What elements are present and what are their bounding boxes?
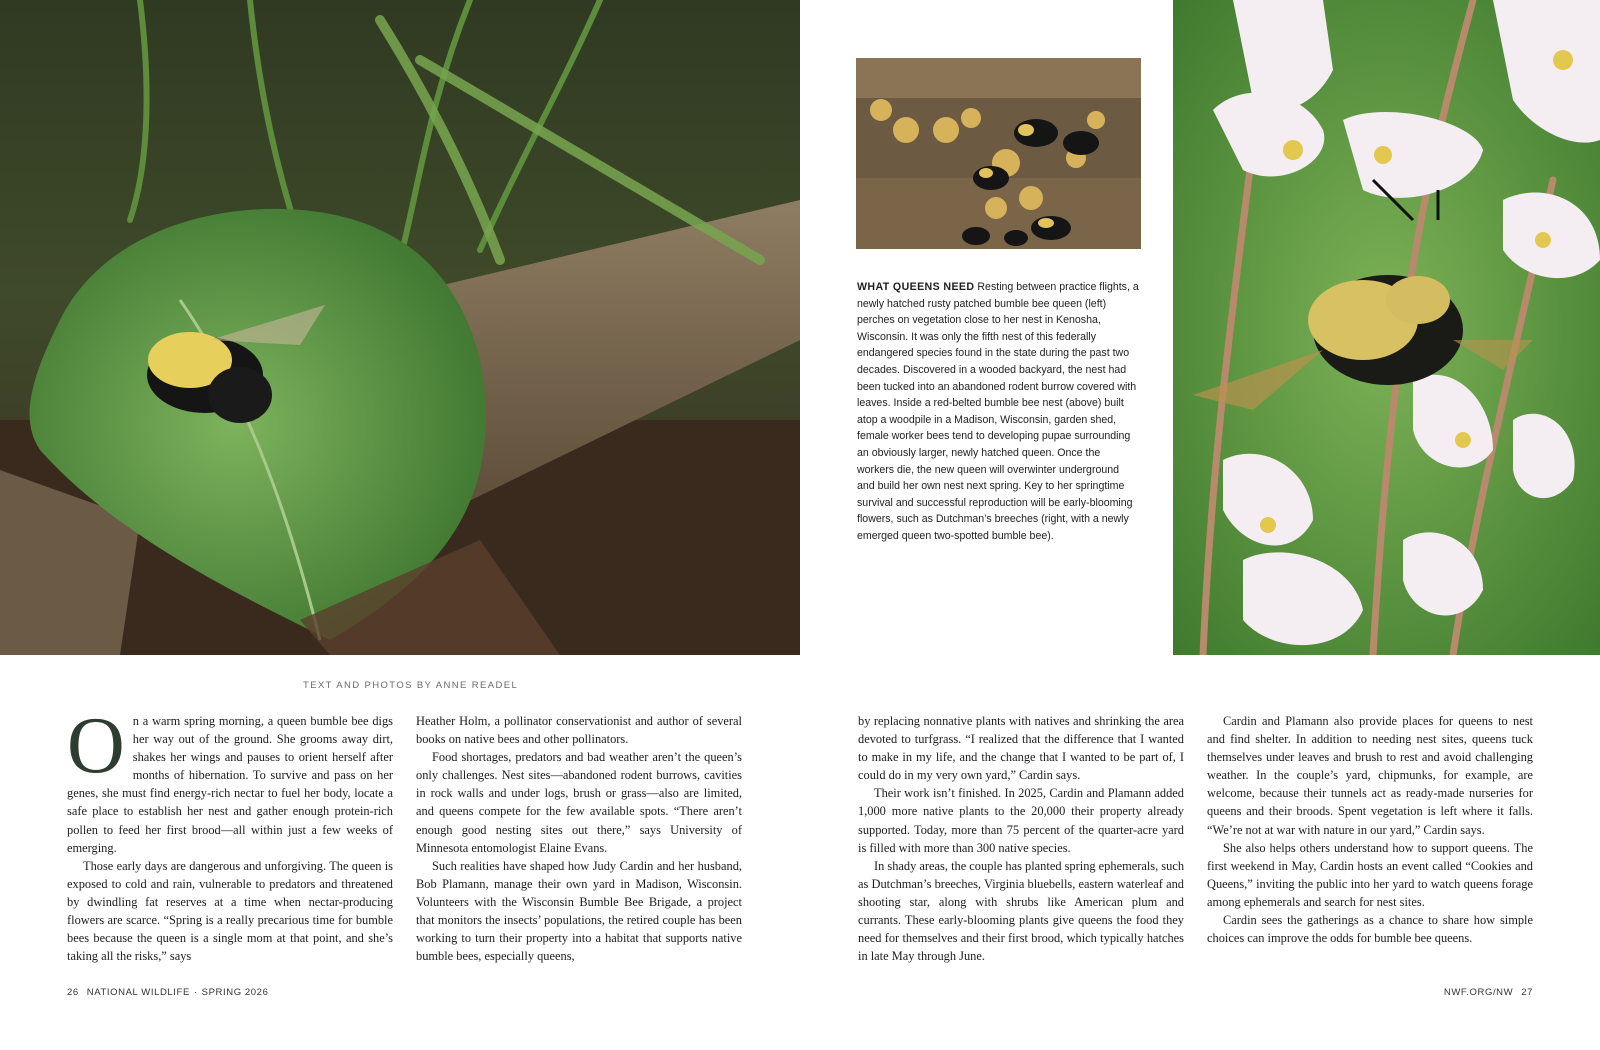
issue-date: SPRING 2026 bbox=[201, 987, 269, 998]
magazine-name: NATIONAL WILDLIFE bbox=[86, 987, 190, 998]
article-column-4 bbox=[1207, 712, 1533, 947]
paragraph: Heather Holm, a pollinator conservationist and author of several books on native bees and other pollinators. bbox=[416, 714, 742, 747]
paragraph: by replacing nonnative plants with natives and shrinking the area devoted to turfgrass. “I realized that the difference that I wanted to make in my life, and the change that I wanted to be part of, I could do in my very own yard,” Cardin says. bbox=[858, 714, 1184, 783]
website: NWF.ORG/NW bbox=[1443, 987, 1514, 998]
paragraph: Such realities have shaped how Judy Cardin and her husband, Bob Plamann, manage their own yard in Madison, Wisconsin. Volunteers with the Wisconsin Bumble Bee Brigade, a project that monitors the insects’ populations, the retired couple has been working to turn their property into a habitat that supports native bumble bees, especially queens, bbox=[416, 858, 742, 964]
paragraph: Those early days are dangerous and unforgiving. The queen is exposed to cold and rain, vulnerable to predators and threatened by dwindling fat reserves at a time when nectar-producing flowers are scarce. “Spring is a really precarious time for bumble bees because the queen is a single mom at that point, and she’s taking all the risks,” says bbox=[67, 858, 393, 964]
paragraph: Cardin and Plamann also provide places for queens to nest and find shelter. In addition to needing nest sites, queens tuck themselves under leaves and brush to rest and avoid challenging weather. In the couple’s yard, chipmunks, for example, are welcome, because their tunnels act as ready-made nurseries for queens and their broods. Spent vegetation is left where it falls. “We’re not at war with nature in our yard,” Cardin says. bbox=[1207, 714, 1533, 837]
folio-right bbox=[1444, 987, 1533, 998]
photo-bee-nest bbox=[856, 58, 1141, 249]
article-column-3 bbox=[858, 712, 1184, 965]
caption-lead: WHAT QUEENS NEED bbox=[857, 281, 975, 293]
folio-separator: · bbox=[193, 987, 198, 998]
caption-body: Resting between practice flights, a newly hatched rusty patched bumble bee queen (left) perches on vegetation close to her nest in Kenosha, Wisconsin. It was only the fifth nest of this federally endangered species found in the state during the past two decades. Discovered in a wooded backyard, the nest had been tucked into an abandoned rodent burrow covered with leaves. Inside a red-belted bumble bee nest (above) built atop a woodpile in a Madison, Wisconsin, garden shed, female worker bees tend to developing pupae surrounding an obviously larger, newly hatched queen. Once the workers die, the new queen will overwinter underground and build her own nest next spring. Key to her springtime survival and successful reproduction will be early-blooming flowers, such as Dutchman’s breeches (right, with a newly emerged queen two-spotted bumble bee). bbox=[857, 281, 1139, 542]
paragraph: n a warm spring morning, a queen bumble bee digs her way out of the ground. She grooms away dirt, shakes her wings and pauses to orient herself after months of hibernation. To survive and pass on her genes, she must find energy-rich nectar to fuel her body, locate a safe place to establish her nest and gather enough protein-rich pollen to feed her first brood—all within just a few weeks of emerging. bbox=[67, 714, 393, 855]
page-number-right: 27 bbox=[1521, 987, 1533, 998]
paragraph: In shady areas, the couple has planted spring ephemerals, such as Dutchman’s breeches, Virginia bluebells, eastern waterleaf and shooting star, along with shrubs like American plum and currants. These early-blooming plants give queens the food they need for themselves and their first brood, which typically hatches in late May through June. bbox=[858, 858, 1185, 964]
paragraph: Food shortages, predators and bad weather aren’t the queen’s only challenges. Nest sites—abandoned rodent burrows, cavities in rock walls and under logs, brush or grass—also are limited, and queens compete for the few available spots. “There aren’t enough good nesting sites out there,” says University of Minnesota entomologist Elaine Evans. bbox=[416, 750, 742, 855]
article-column-2 bbox=[416, 712, 742, 965]
drop-cap: O bbox=[67, 702, 125, 790]
photo-bee-on-flowers bbox=[1173, 0, 1600, 655]
photo-queen-on-leaf bbox=[0, 0, 800, 655]
article-column-1 bbox=[67, 702, 393, 965]
folio-left bbox=[67, 987, 268, 998]
paragraph: Their work isn’t finished. In 2025, Cardin and Plamann added 1,000 more native plants to the 20,000 their property already supported. Today, more than 75 percent of the quarter-acre yard is filled with more than 300 native species. bbox=[858, 786, 1184, 855]
paragraph: Cardin sees the gatherings as a chance to share how simple choices can improve the odds for bumble bee queens. bbox=[1207, 913, 1533, 946]
byline-credit: TEXT AND PHOTOS BY ANNE READEL bbox=[303, 680, 519, 691]
page-number-left: 26 bbox=[67, 987, 79, 998]
photo-caption bbox=[857, 279, 1139, 545]
paragraph: She also helps others understand how to support queens. The first weekend in May, Cardin hosts an event called “Cookies and Queens,” inviting the public into her yard to watch queens forage among ephemerals and search for nest sites. bbox=[1207, 840, 1533, 909]
